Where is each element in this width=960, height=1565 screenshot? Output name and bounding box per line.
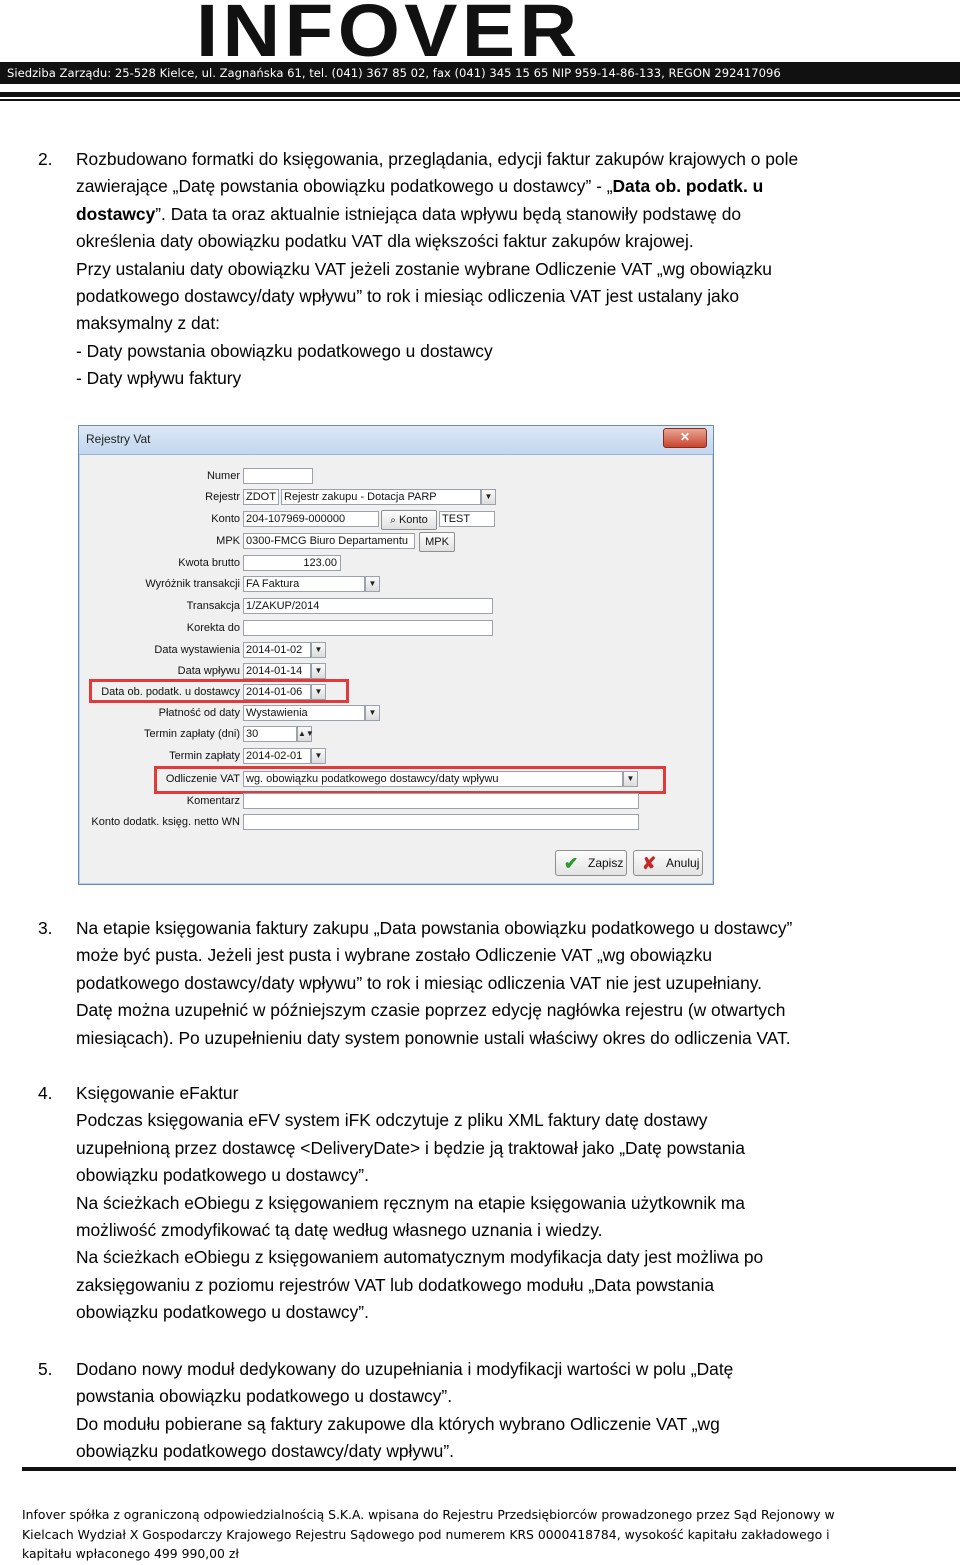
paragraph-line: podatkowego dostawcy/daty wpływu” to rok i miesiąc odliczenia VAT nie jest uzupełniany. [76, 972, 762, 993]
mpk-field[interactable]: 0300-FMCG Biuro Departamentu [243, 533, 415, 549]
termin-field[interactable]: 2014-02-01 [243, 748, 311, 764]
company-logo: INFOVER [196, 0, 582, 62]
dialog-title: Rejestry Vat [86, 432, 151, 446]
paragraph-line: obowiązku podatkowego dostawcy/daty wpływu”. [76, 1441, 454, 1462]
header-divider-thin [0, 99, 960, 101]
paragraph-line: obowiązku podatkowego u dostawcy”. [76, 1165, 369, 1186]
label-data-wystawienia: Data wystawienia [154, 644, 240, 656]
field-name-bold: dostawcy [76, 203, 156, 224]
paragraph-line: zawierające „Datę powstania obowiązku podatkowego u dostawcy” - „Data ob. podatk. u [76, 176, 764, 197]
paragraph-line: dostawcy”. Data ta oraz aktualnie istniejąca data wpływu będą stanowiły podstawę do [76, 203, 742, 224]
wyroznik-select[interactable]: FA Faktura [243, 576, 365, 592]
label-konto-dodatk: Konto dodatk. księg. netto WN [91, 816, 240, 828]
paragraph-line: Podczas księgowania eFV system iFK odczytuje z pliku XML faktury datę dostawy [76, 1110, 708, 1131]
close-icon[interactable]: ✕ [663, 428, 707, 448]
footer-divider [22, 1467, 956, 1471]
paragraph-line: może być pusta. Jeżeli jest pusta i wybrane zostało Odliczenie VAT „wg obowiązku [76, 945, 713, 966]
header-address: Siedziba Zarządu: 25-528 Kielce, ul. Zagnańska 61, tel. (041) 367 85 02, fax (041) 345 15 65 NIP 959-14-86-133, REGON 292417096 [0, 62, 960, 84]
label-kwota-brutto: Kwota brutto [178, 557, 240, 569]
zapisz-button[interactable]: ✔ Zapisz [555, 850, 627, 876]
platnosc-select[interactable]: Wystawienia [243, 705, 365, 721]
numer-field[interactable] [243, 468, 313, 484]
data-ob-podatk-field[interactable]: 2014-01-06 [243, 684, 311, 700]
label-data-ob-podatk: Data ob. podatk. u dostawcy [101, 686, 240, 698]
section-number: 5. [38, 1359, 53, 1379]
paragraph-line: uzupełnioną przez dostawcę <DeliveryDate> i będzie ją traktował jako „Datę powstania [76, 1137, 745, 1158]
section-number: 3. [38, 918, 53, 938]
label-wyroznik: Wyróżnik transakcji [145, 578, 240, 590]
paragraph-line: podatkowego dostawcy/daty wpływu” to rok i miesiąc odliczenia VAT jest ustalany jako [76, 286, 740, 307]
data-wplywu-field[interactable]: 2014-01-14 [243, 663, 311, 679]
footer-line: Infover spółka z ograniczoną odpowiedzialnością S.K.A. wpisana do Rejestru Przedsiębiorców prowadzonego przez Sąd Rejonowy w [22, 1507, 835, 1522]
paragraph-line: Do modułu pobierane są faktury zakupowe dla których wybrano Odliczenie VAT „wg [76, 1413, 720, 1434]
header-divider [0, 92, 960, 97]
paragraph-line: - Daty powstania obowiązku podatkowego u dostawcy [76, 340, 493, 361]
anuluj-button[interactable]: ✘ Anuluj [633, 850, 703, 876]
konto-dodatk-field[interactable] [243, 814, 639, 830]
paragraph-line: zaksięgowaniu z poziomu rejestrów VAT lub dodatkowego modułu „Data powstania [76, 1274, 715, 1295]
mpk-button[interactable]: MPK [419, 532, 455, 552]
data-wystawienia-field[interactable]: 2014-01-02 [243, 642, 311, 658]
paragraph-line: Dodano nowy moduł dedykowany do uzupełniania i modyfikacji wartości w polu „Datę [76, 1359, 734, 1379]
label-odliczenie-vat: Odliczenie VAT [165, 773, 240, 785]
label-korekta: Korekta do [186, 622, 240, 634]
stepper-icon[interactable]: ▲▼ [297, 726, 312, 742]
paragraph-line: maksymalny z dat: [76, 313, 220, 334]
label-rejestr: Rejestr [205, 491, 240, 503]
cross-icon: ✘ [642, 854, 657, 873]
section-heading: Księgowanie eFaktur [76, 1083, 239, 1103]
kwota-brutto-field[interactable]: 123.00 [243, 555, 341, 571]
section-number: 2. [38, 149, 53, 169]
chevron-down-icon[interactable]: ▼ [481, 489, 496, 505]
paragraph-line: - Daty wpływu faktury [76, 368, 242, 389]
label-mpk: MPK [216, 535, 240, 547]
label-konto: Konto [211, 513, 240, 525]
label-numer: Numer [206, 470, 240, 482]
rejestry-vat-dialog [78, 425, 714, 885]
chevron-down-icon[interactable]: ▼ [311, 684, 326, 700]
field-name-bold: Data ob. podatk. u [612, 176, 764, 197]
label-transakcja: Transakcja [186, 600, 240, 612]
chevron-down-icon[interactable]: ▼ [365, 576, 380, 592]
chevron-down-icon[interactable]: ▼ [365, 705, 380, 721]
paragraph-line: Przy ustalaniu daty obowiązku VAT jeżeli zostanie wybrane Odliczenie VAT „wg obowiązku [76, 258, 772, 279]
chevron-down-icon[interactable]: ▼ [311, 748, 326, 764]
paragraph-line: miesiącach). Po uzupełnieniu daty system ponownie ustali właściwy okres do odliczenia VAT. [76, 1027, 791, 1048]
footer-line: kapitału wpłaconego 499 990,00 zł [22, 1546, 239, 1561]
paragraph-line: Datę można uzupełnić w późniejszym czasie poprzez edycję nagłówka rejestru (w otwartych [76, 1000, 786, 1021]
dialog-titlebar [79, 426, 713, 455]
footer-line: Kielcach Wydział X Gospodarczy Krajowego Rejestru Sądowego pod numerem KRS 0000418784, wysokość kapitału zakładowego i [22, 1527, 830, 1542]
komentarz-field[interactable] [243, 793, 639, 809]
section-number: 4. [38, 1083, 53, 1103]
transakcja-field[interactable]: 1/ZAKUP/2014 [243, 598, 493, 614]
paragraph-line: powstania obowiązku podatkowego u dostawcy”. [76, 1386, 453, 1407]
label-data-wplywu: Data wpływu [177, 665, 240, 677]
label-platnosc: Płatność od daty [158, 707, 240, 719]
rejestr-select[interactable]: Rejestr zakupu - Dotacja PARP [281, 489, 481, 505]
paragraph-line: określenia daty obowiązku podatku VAT dla większości faktur zakupów krajowej. [76, 231, 694, 252]
paragraph-line: Na ścieżkach eObiegu z księgowaniem automatycznym modyfikacja daty jest możliwa po [76, 1247, 764, 1268]
chevron-down-icon[interactable]: ▼ [623, 771, 638, 787]
checkmark-icon: ✔ [564, 854, 579, 873]
label-termin: Termin zapłaty [169, 750, 240, 762]
paragraph-line: Na ścieżkach eObiegu z księgowaniem ręcznym na etapie księgowania użytkownik ma [76, 1192, 745, 1213]
chevron-down-icon[interactable]: ▼ [311, 642, 326, 658]
konto-field[interactable]: 204-107969-000000 [243, 511, 379, 527]
paragraph-line: Na etapie księgowania faktury zakupu „Data powstania obowiązku podatkowego u dostawcy” [76, 918, 793, 938]
korekta-field[interactable] [243, 620, 493, 636]
konto-description: TEST [439, 511, 495, 527]
rejestr-code-field[interactable]: ZDOT [243, 489, 279, 505]
label-termin-dni: Termin zapłaty (dni) [144, 728, 240, 740]
label-komentarz: Komentarz [186, 795, 240, 807]
chevron-down-icon[interactable]: ▼ [311, 663, 326, 679]
paragraph-line: obowiązku podatkowego u dostawcy”. [76, 1302, 369, 1323]
paragraph-line: możliwość zmodyfikować tą datę według własnego uznania i wiedzy. [76, 1220, 603, 1241]
termin-dni-field[interactable]: 30 [243, 726, 297, 742]
paragraph-line: Rozbudowano formatki do księgowania, przeglądania, edycji faktur zakupów krajowych o pole [76, 149, 799, 169]
binoculars-icon: ⌕ [390, 515, 396, 526]
konto-button[interactable]: ⌕ Konto [381, 510, 437, 530]
odliczenie-vat-select[interactable]: wg. obowiązku podatkowego dostawcy/daty wpływu [243, 771, 623, 787]
